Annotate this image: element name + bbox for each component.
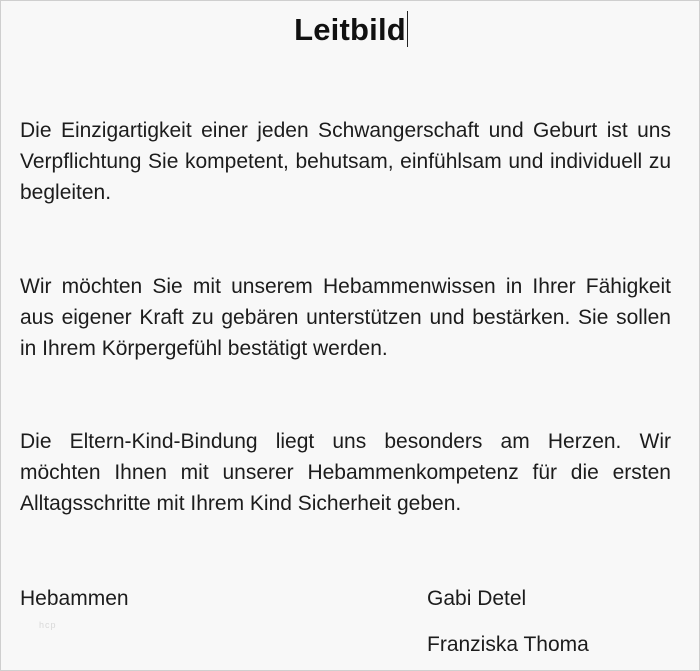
paragraph-1[interactable]: Die Einzigartigkeit einer jeden Schwangerschaft und Geburt ist uns Verpflichtung Sie kompetent, behutsam, einfühlsam und individuell zu begleiten. (20, 119, 671, 204)
paragraph-2[interactable]: Wir möchten Sie mit unserem Hebammenwissen in Ihrer Fähigkeit aus eigener Kraft zu gebären unterstützen und bestärken. Sie sollen in Ihrem Körpergefühl bestätigt werden. (20, 275, 671, 360)
signature-group-label[interactable]: Hebammen (20, 587, 129, 610)
watermark: hcp (39, 620, 57, 630)
signature-name-1[interactable]: Gabi Detel (427, 587, 527, 610)
document-title[interactable]: Leitbild (294, 12, 406, 47)
signature-name-2[interactable]: Franziska Thoma (427, 633, 589, 656)
paragraph-3[interactable]: Die Eltern-Kind-Bindung liegt uns besonders am Herzen. Wir möchten Ihnen mit unserer Hebammenkompetenz für die ersten Alltagsschritte mit Ihrem Kind Sicherheit geben. (20, 430, 671, 515)
text-cursor (407, 11, 408, 47)
title-container (1, 11, 700, 48)
